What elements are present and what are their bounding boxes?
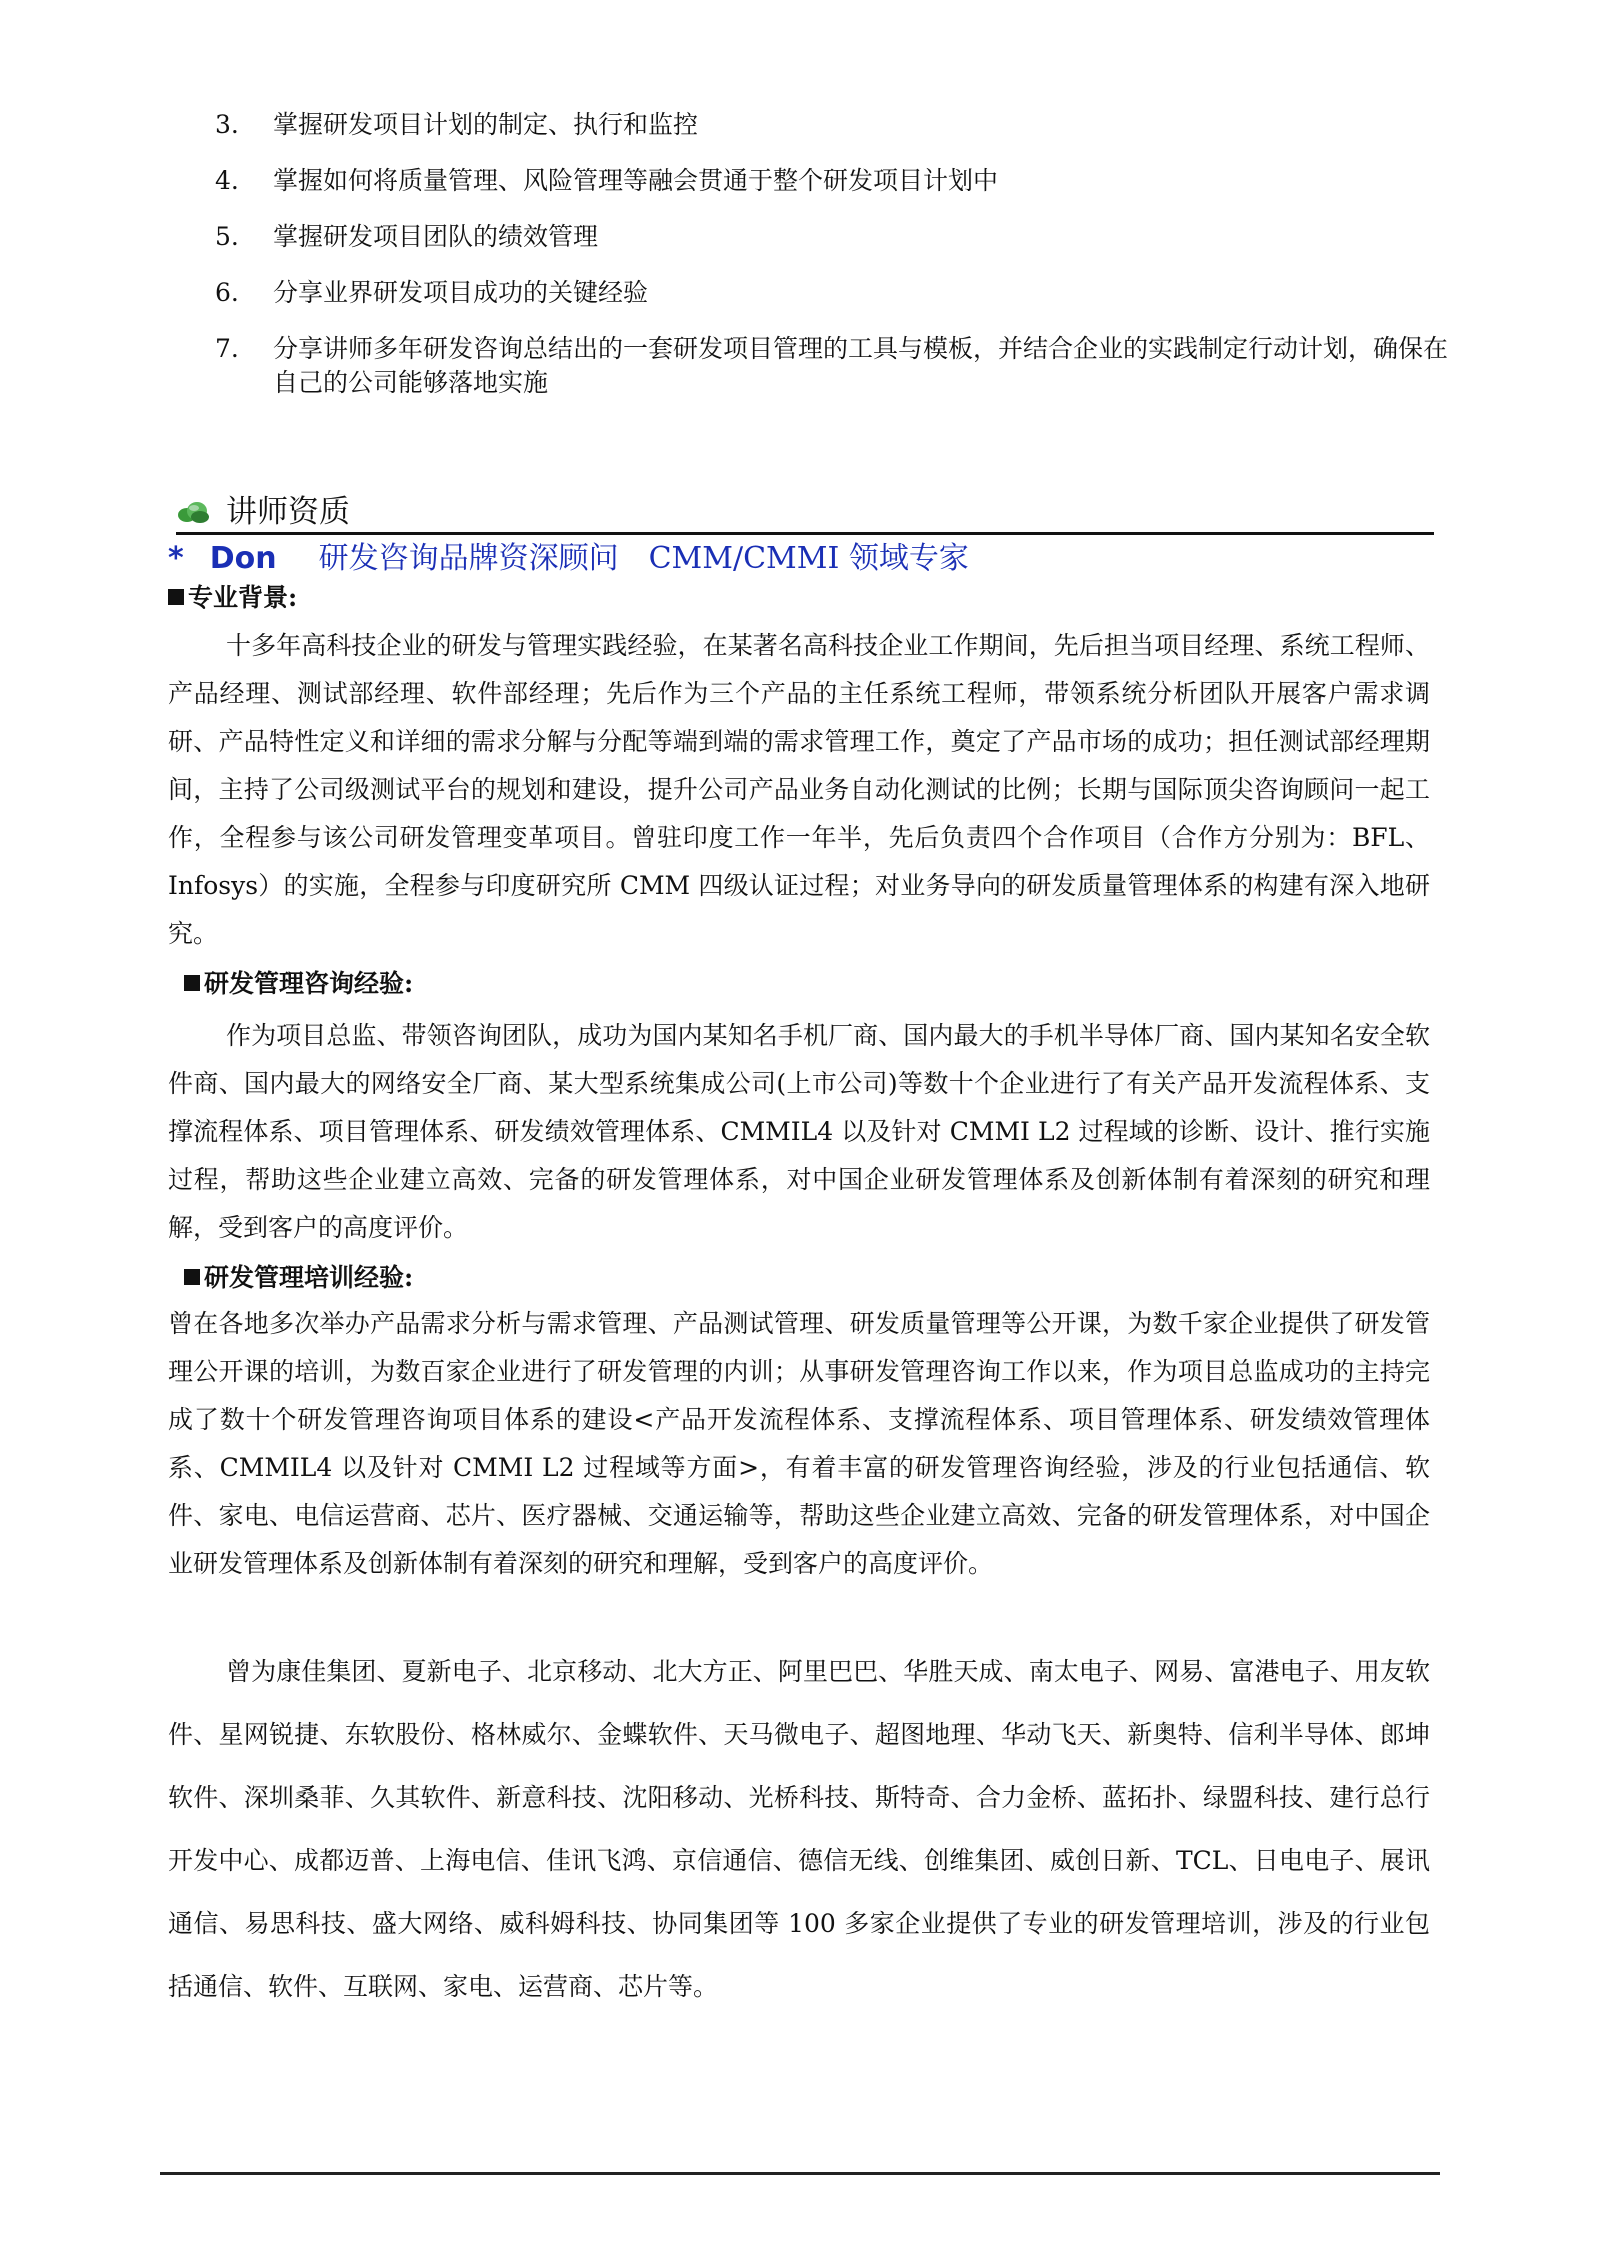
section-header: [176, 492, 1434, 534]
consulting-paragraph: 作为项目总监、带领咨询团队，成功为国内某知名手机厂商、国内最大的手机半导体厂商、国内某知名安全软件商、国内最大的网络安全厂商、某大型系统集成公司(上市公司)等数十个企业进行了有关产品开发流程体系、支撑流程体系、项目管理体系、研发绩效管理体系、CMMIL4 以及针对 CMMI L2 过程域的诊断、设计、推行实施过程，帮助这些企业建立高效、完备的研发管理体系，对中国企业研发管理体系及创新体制有着深刻的研究和理解，受到客户的高度评价。: [168, 1021, 1430, 1242]
list-item-number: 6.: [215, 278, 239, 307]
background-section: [168, 622, 1430, 958]
list-item-text: 掌握研发项目团队的绩效管理: [273, 222, 599, 251]
square-bullet-icon: [184, 1269, 200, 1285]
list-item-text: 掌握研发项目计划的制定、执行和监控: [273, 110, 699, 139]
list-item-text: 分享讲师多年研发咨询总结出的一套研发项目管理的工具与模板，并结合企业的实践制定行动计划，确保在自己的公司能够落地实施: [273, 334, 1449, 397]
training-heading-text: 研发管理培训经验:: [204, 1263, 414, 1292]
background-heading: [168, 580, 1430, 616]
list-item-text: 分享业界研发项目成功的关键经验: [273, 278, 649, 307]
section-divider: [176, 532, 1434, 535]
training-paragraph: 曾在各地多次举办产品需求分析与需求管理、产品测试管理、研发质量管理等公开课，为数千家企业提供了研发管理公开课的培训，为数百家企业进行了研发管理的内训；从事研发管理咨询工作以来，作为项目总监成功的主持完成了数十个研发管理咨询项目体系的建设<产品开发流程体系、支撑流程体系、项目管理体系、研发绩效管理体系、CMMIL4 以及针对 CMMI L2 过程域等方面>，有着丰富的研发管理咨询经验，涉及的行业包括通信、软件、家电、电信运营商、芯片、医疗器械、交通运输等，帮助这些企业建立高效、完备的研发管理体系，对中国企业研发管理体系及创新体制有着深刻的研究和理解，受到客户的高度评价。: [168, 1309, 1430, 1578]
footer-divider: [160, 2172, 1440, 2175]
instructor-line: [168, 538, 969, 580]
instructor-name: Don: [209, 541, 277, 576]
bullet-star: *: [168, 541, 184, 576]
clients-paragraph: 曾为康佳集团、夏新电子、北京移动、北大方正、阿里巴巴、华胜天成、南太电子、网易、富港电子、用友软件、星网锐捷、东软股份、格林威尔、金蝶软件、天马微电子、超图地理、华动飞天、新奥特、信利半导体、郎坤软件、深圳桑菲、久其软件、新意科技、沈阳移动、光桥科技、斯特奇、合力金桥、蓝拓扑、绿盟科技、建行总行开发中心、成都迈普、上海电信、佳讯飞鸿、京信通信、德信无线、创维集团、威创日新、TCL、日电电子、展讯通信、易思科技、盛大网络、威科姆科技、协同集团等 100 多家企业提供了专业的研发管理培训，涉及的行业包括通信、软件、互联网、家电、运营商、芯片等。: [168, 1657, 1430, 2001]
list-item: [215, 332, 1455, 400]
consulting-heading-text: 研发管理咨询经验:: [204, 969, 414, 998]
list-item-number: 7.: [215, 334, 239, 363]
instructor-title: 研发咨询品牌资深顾问: [318, 541, 619, 576]
list-item-number: 5.: [215, 222, 239, 251]
training-heading: [184, 1260, 1446, 1296]
square-bullet-icon: [168, 589, 184, 605]
consulting-section: [168, 1012, 1430, 1252]
instructor-specialty: CMM/CMMI 领域专家: [648, 541, 969, 576]
list-item: [215, 164, 1455, 198]
background-heading-text: 专业背景:: [188, 583, 298, 612]
list-item-number: 4.: [215, 166, 239, 195]
section-title: 讲师资质: [226, 494, 350, 530]
list-item-number: 3.: [215, 110, 239, 139]
clients-section: [168, 1640, 1430, 2018]
list-item-text: 掌握如何将质量管理、风险管理等融会贯通于整个研发项目计划中: [273, 166, 999, 195]
objectives-list: [215, 108, 1455, 422]
list-item: [215, 220, 1455, 254]
list-item: [215, 108, 1455, 142]
square-bullet-icon: [184, 975, 200, 991]
background-paragraph: 十多年高科技企业的研发与管理实践经验，在某著名高科技企业工作期间，先后担当项目经理、系统工程师、产品经理、测试部经理、软件部经理；先后作为三个产品的主任系统工程师，带领系统分析团队开展客户需求调研、产品特性定义和详细的需求分解与分配等端到端的需求管理工作，奠定了产品市场的成功；担任测试部经理期间，主持了公司级测试平台的规划和建设，提升公司产品业务自动化测试的比例；长期与国际顶尖咨询顾问一起工作，全程参与该公司研发管理变革项目。曾驻印度工作一年半，先后负责四个合作项目（合作方分别为：BFL、Infosys）的实施，全程参与印度研究所 CMM 四级认证过程；对业务导向的研发质量管理体系的构建有深入地研究。: [168, 631, 1430, 948]
list-item: [215, 276, 1455, 310]
training-section: [168, 1300, 1430, 1588]
cloud-icon: [176, 500, 210, 524]
consulting-heading: [184, 966, 1446, 1002]
